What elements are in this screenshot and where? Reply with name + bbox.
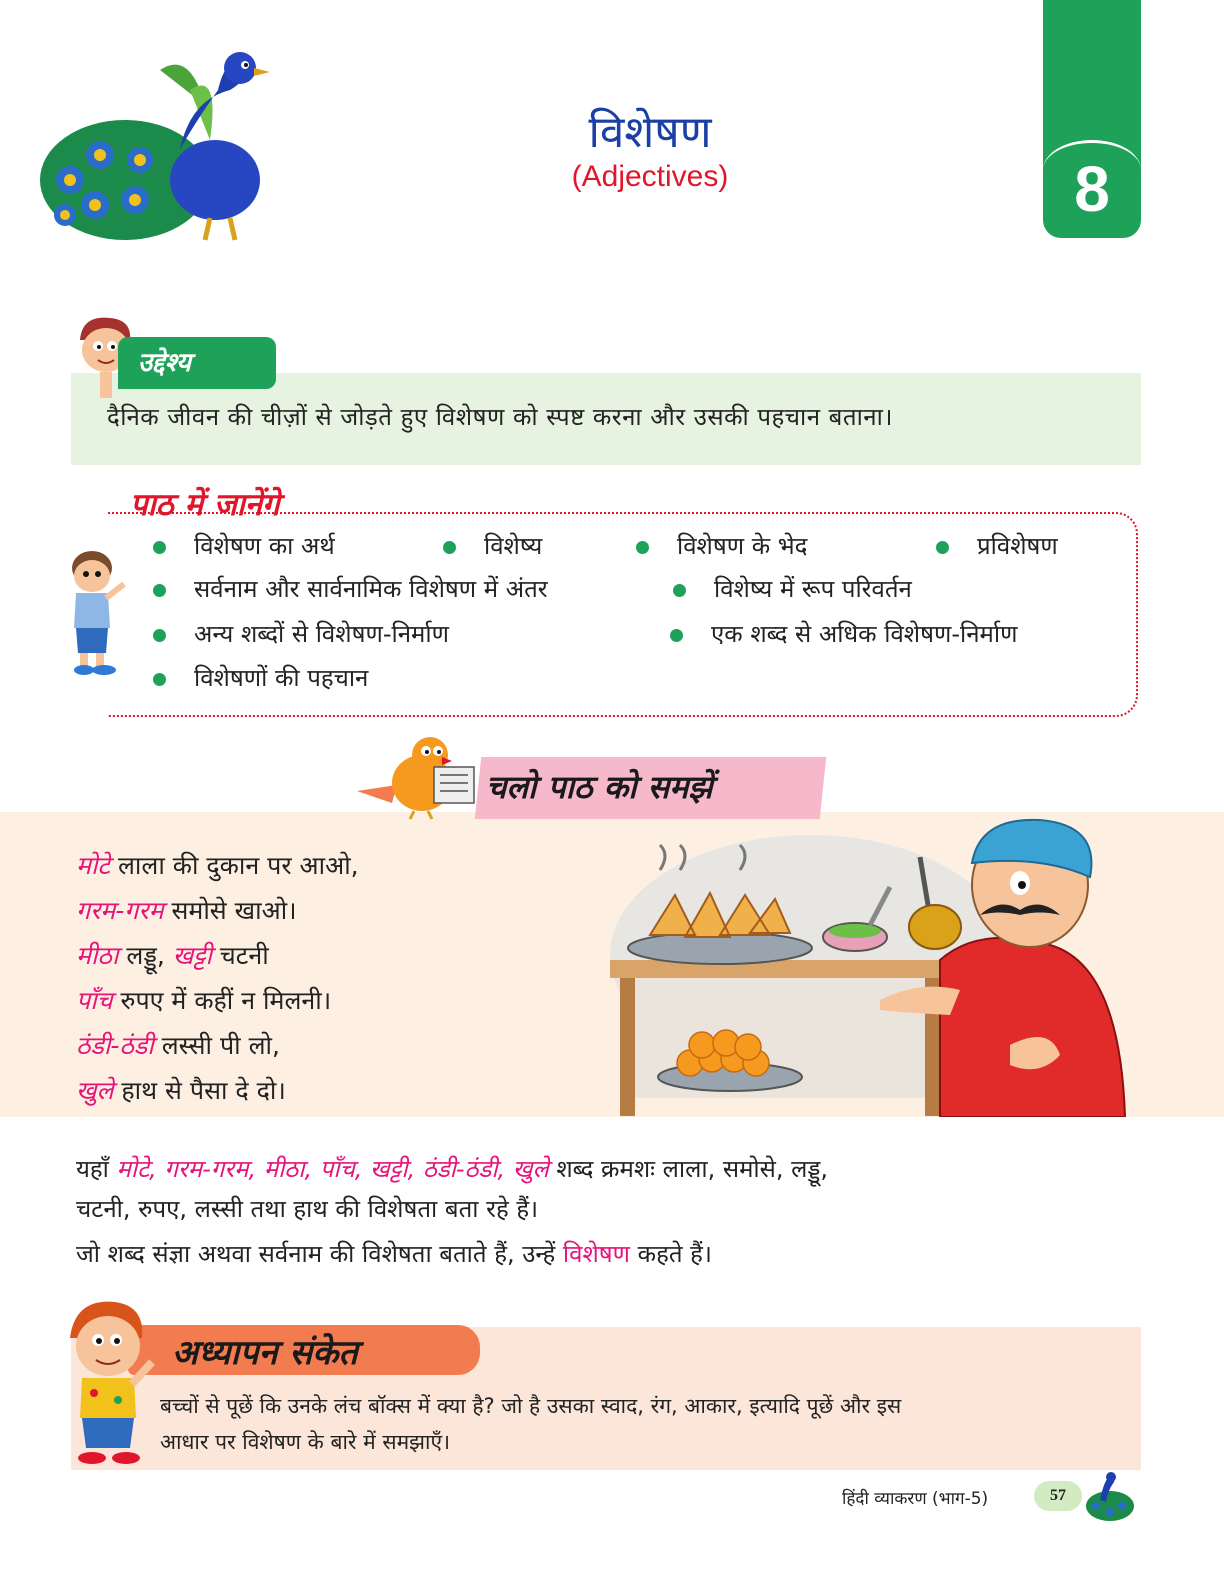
bullet-icon [153,673,166,686]
boy-waving-illustration [60,1298,160,1468]
bullet-icon [153,541,166,554]
poem-line: खुले हाथ से पैसा दे दो। [76,1076,286,1105]
bullet-icon [443,541,456,554]
poem-line: मीठा लड्डू, खट्टी चटनी [76,941,269,970]
list-item: सर्वनाम और सार्वनामिक विशेषण में अंतर [153,572,548,605]
understand-heading: चलो पाठ को समझें [486,768,713,806]
objective-label: उद्देश्य [118,337,276,389]
boy-pointing-illustration [62,548,128,678]
peacock-illustration [40,30,280,245]
teaching-hint-text: बच्चों से पूछें कि उनके लंच बॉक्स में क्या है? जो है उसका स्वाद, रंग, आकार, इत्यादि पूछें और इस [160,1394,902,1418]
list-item: अन्य शब्दों से विशेषण-निर्माण [153,617,449,650]
bullet-icon [936,541,949,554]
list-item: विशेषणों की पहचान [153,661,368,694]
list-item: विशेषण का अर्थ [153,529,335,562]
learn-heading: पाठ में जानेंगे [130,487,280,523]
page-number: 57 [1034,1481,1082,1511]
bullet-icon [636,541,649,554]
peacock-footer-icon [1080,1468,1136,1524]
explanation-line: चटनी, रुपए, लस्सी तथा हाथ की विशेषता बता रहे हैं। [76,1195,539,1223]
list-item: एक शब्द से अधिक विशेषण-निर्माण [670,617,1017,650]
shopkeeper-illustration [580,815,1140,1117]
poem-line: ठंडी-ठंडी लस्सी पी लो, [76,1031,280,1060]
bullet-icon [673,584,686,597]
explanation-definition: जो शब्द संज्ञा अथवा सर्वनाम की विशेषता बताते हैं, उन्हें विशेषण कहते हैं। [76,1240,712,1268]
chapter-title-hindi: विशेषण [588,107,712,158]
footer-book-title: हिंदी व्याकरण (भाग-5) [842,1489,989,1509]
objective-text: दैनिक जीवन की चीज़ों से जोड़ते हुए विशेषण को स्पष्ट करना और उसकी पहचान बताना। [107,403,893,431]
list-item: विशेष्य में रूप परिवर्तन [673,572,912,605]
bird-reading-illustration [352,733,477,821]
chapter-number: 8 [1074,153,1110,225]
poem-line: मोटे लाला की दुकान पर आओ, [76,851,359,880]
explanation-line: यहाँ मोटे, गरम-गरम, मीठा, पाँच, खट्टी, ठंडी-ठंडी, खुले शब्द क्रमशः लाला, समोसे, लड्डू, [76,1155,829,1183]
bullet-icon [153,584,166,597]
list-item: विशेषण के भेद [636,529,807,562]
chapter-title-english: (Adjectives) [571,160,729,193]
list-item: विशेष्य [443,529,542,562]
teaching-hint-text: आधार पर विशेषण के बारे में समझाएँ। [160,1430,451,1454]
list-item: प्रविशेषण [936,529,1058,562]
bullet-icon [670,629,683,642]
poem-line: गरम-गरम समोसे खाओ। [76,896,297,925]
teaching-hint-heading: अध्यापन संकेत [172,1333,358,1373]
poem-line: पाँच रुपए में कहीं न मिलनी। [76,986,332,1015]
bullet-icon [153,629,166,642]
